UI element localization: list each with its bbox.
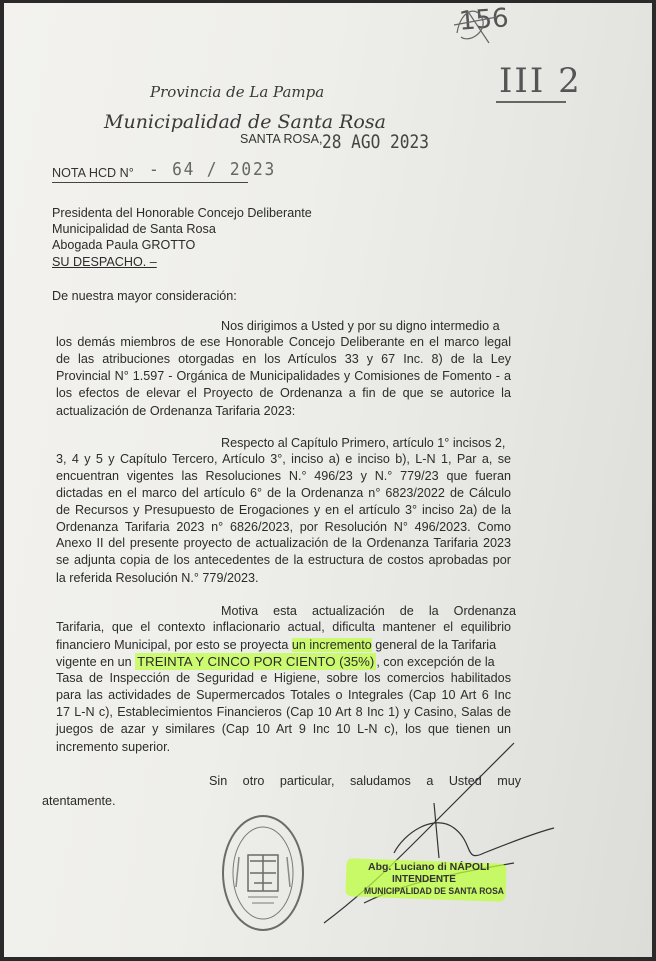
p2-line: de Recursos y Presupuesto de Erogaciones y en el artículo 3° inciso 2a) de la bbox=[56, 503, 511, 517]
place-label: SANTA ROSA, bbox=[240, 132, 323, 146]
highlighted-percentage: TREINTA Y CINCO POR CIENTO (35%) bbox=[137, 654, 375, 669]
p2-line: la referida Resolución N.° 779/2023. bbox=[56, 571, 259, 585]
municipality-heading: Municipalidad de Santa Rosa bbox=[104, 111, 386, 133]
date-stamp: 28 AGO 2023 bbox=[322, 131, 429, 153]
salutation: De nuestra mayor consideración: bbox=[52, 289, 237, 303]
highlighted-increment: un incremento bbox=[291, 638, 372, 652]
note-label: NOTA HCD N° bbox=[52, 166, 134, 180]
p3-line: Tasa de Inspección de Seguridad e Higiene, sobre los comercios habilitados bbox=[56, 671, 511, 685]
closing-line: Sin otro particular, saludamos a Usted muy bbox=[209, 774, 521, 788]
annotation-underline bbox=[496, 101, 566, 103]
p3-text: vigente en un bbox=[56, 655, 136, 669]
p1-line: actualización de Ordenanza Tarifaria 2023: bbox=[56, 404, 296, 418]
p1-line: de las atribuciones otorgadas en los Artículos 33 y 67 Inc. 8) de la Ley bbox=[56, 352, 511, 366]
document-page bbox=[4, 3, 652, 957]
p3-line: 17 L-N c), Establecimientos Financieros (Cap 10 Art 8 Inc 1) y Casino, Salas de bbox=[56, 705, 511, 719]
note-number: - 64 / 2023 bbox=[149, 159, 277, 180]
province-heading: Provincia de La Pampa bbox=[150, 83, 325, 101]
addressee-line-1: Presidenta del Honorable Concejo Deliberante bbox=[52, 206, 312, 220]
p2-line: Ordenanza Tarifaria 2023 n° 6826/2023, por Resolución N° 496/2023. Como bbox=[56, 520, 511, 534]
p3-text: financiero Municipal, por esto se proyecta bbox=[56, 638, 292, 652]
p3-line bbox=[56, 654, 495, 671]
p1-line: los efectos de elevar el Proyecto de Ordenanza a fin de que se autorice la bbox=[56, 386, 511, 400]
top-page-number: 156 bbox=[458, 3, 510, 37]
p1-line: los demás miembros de ese Honorable Concejo Deliberante en el marco legal bbox=[56, 335, 511, 349]
handwritten-signature bbox=[304, 733, 564, 933]
addressee-line-2: Municipalidad de Santa Rosa bbox=[52, 222, 216, 236]
signer-name: Abg. Luciano di NÁPOLI bbox=[368, 861, 490, 873]
addressee-line-3: Abogada Paula GROTTO bbox=[52, 238, 196, 252]
p3-text: , con excepción de la bbox=[376, 655, 495, 669]
signer-title: INTENDENTE bbox=[392, 874, 456, 885]
scribble-mark bbox=[449, 3, 519, 53]
p3-line: Tarifaria, que el contexto inflacionario actual, dificulta mantener el equilibrio bbox=[56, 620, 511, 634]
p2-line: Respecto al Capítulo Primero, artículo 1° incisos 2, bbox=[221, 436, 506, 450]
p3-line: para las actividades de Supermercados Totales o Integrales (Cap 10 Art 6 Inc bbox=[56, 688, 511, 702]
signer-org: MUNICIPALIDAD DE SANTA ROSA bbox=[364, 886, 504, 897]
p3-line: Motiva esta actualización de la Ordenanza bbox=[221, 604, 516, 618]
seal-emblem-icon bbox=[224, 817, 302, 929]
p1-line: Nos dirigimos a Usted y por su digno intermedio a bbox=[221, 319, 500, 333]
p2-line: se adjunta copia de los antecedentes de la estructura de costos aprobadas por bbox=[56, 553, 511, 567]
note-underline bbox=[52, 182, 248, 183]
p2-line: encuentran vigentes las Resoluciones N.° 496/23 y N.° 779/23 que fueran bbox=[56, 469, 511, 483]
p1-line: Provincial N° 1.597 - Orgánica de Municipalidades y Comisiones de Fomento - a bbox=[56, 369, 511, 383]
p3-line: incremento superior. bbox=[56, 740, 171, 754]
p3-line: juegos de azar y similares (Cap 10 Art 9 Inc 10 L-N c), los que tienen un bbox=[56, 722, 511, 736]
p3-line bbox=[56, 637, 496, 654]
closing-line: atentamente. bbox=[42, 794, 116, 808]
roman-annotation: III 2 bbox=[499, 61, 582, 101]
addressee-line-4: SU DESPACHO. – bbox=[52, 255, 157, 269]
official-seal-stamp bbox=[222, 815, 304, 931]
p2-line: dictadas en el marco del artículo 6° de la Ordenanza n° 6823/2022 de Cálculo bbox=[56, 486, 511, 500]
p3-text: general de la Tarifaria bbox=[371, 638, 497, 652]
p2-line: 3, 4 y 5 y Capítulo Tercero, Artículo 3°, inciso a) e inciso b), L-N 1, Par a, se bbox=[56, 452, 511, 466]
p2-line: Anexo II del presente proyecto de actualización de la Ordenanza Tarifaria 2023 bbox=[56, 536, 511, 550]
